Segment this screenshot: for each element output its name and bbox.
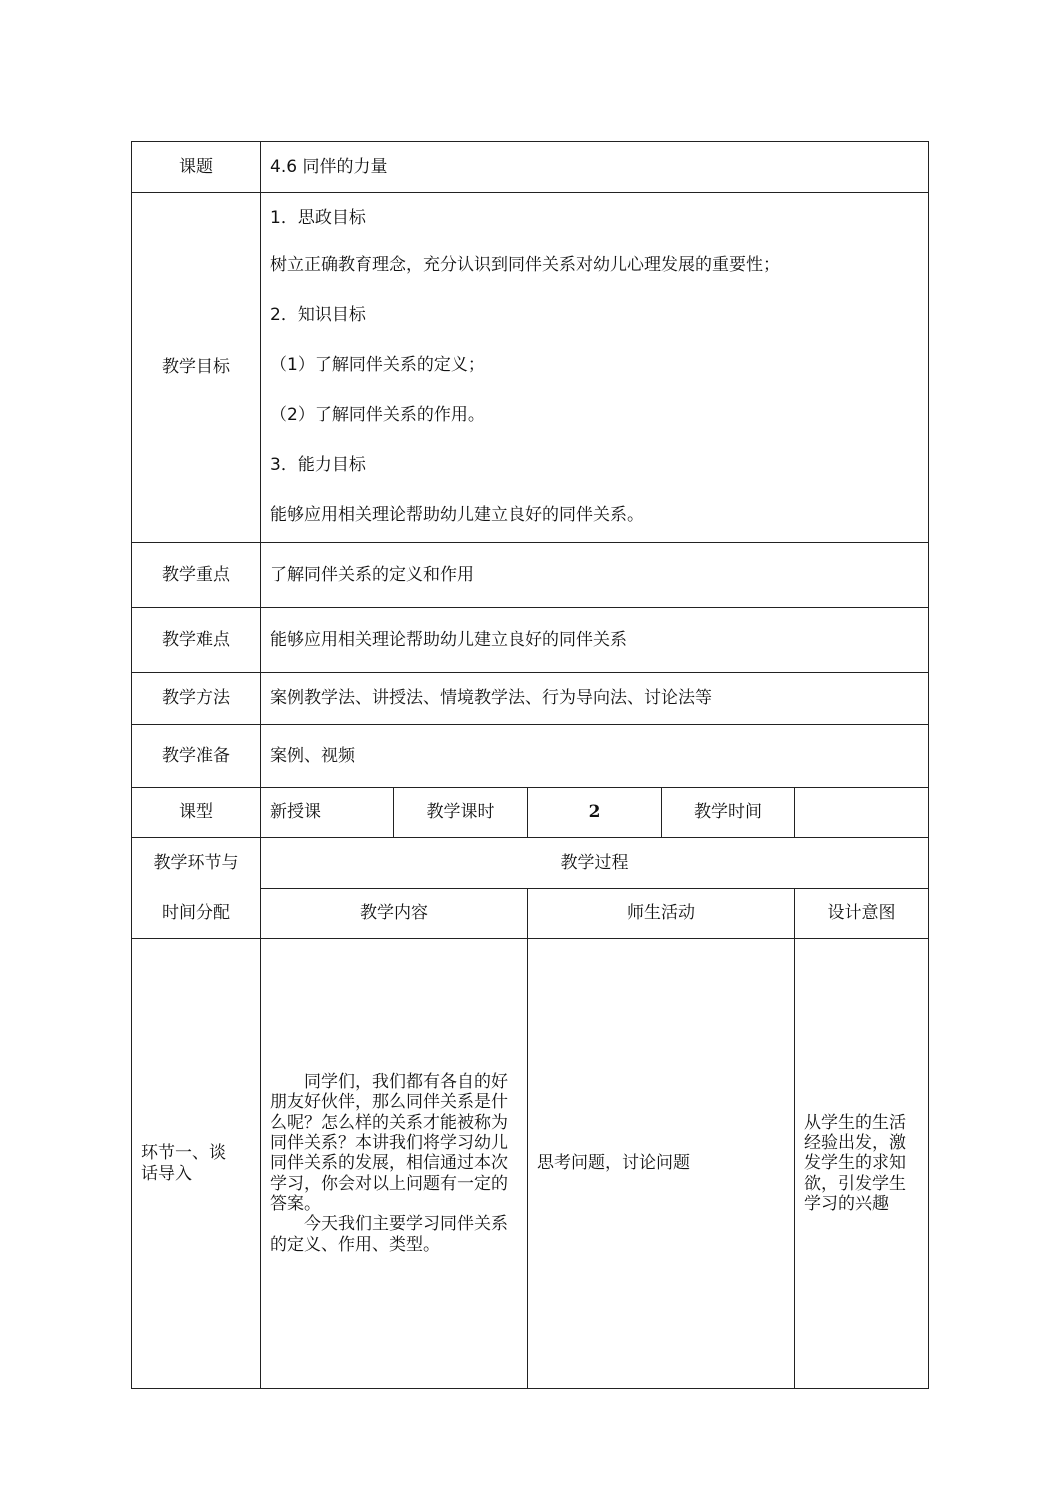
content-column-header: 教学内容 [261,888,528,939]
stage-header-line1: 教学环节与 [153,853,239,873]
goal-line: 树立正确教育理念，充分认识到同伴关系对幼儿心理发展的重要性； [270,254,780,275]
goals-row [132,193,929,543]
goal-line: 1．思政目标 [270,207,366,228]
content-paragraph: 今天我们主要学习同伴关系的定义、作用、类型。 [270,1214,508,1255]
type-value: 新授课 [261,788,394,838]
process-title: 教学过程 [261,838,929,889]
goal-line: （2）了解同伴关系的作用。 [270,404,485,425]
stage-name-line2: 话导入 [141,1163,192,1184]
stage-intent: 从学生的生活经验出发，激发学生的求知欲，引发学生学习的兴趣 [795,939,929,1389]
focus-row [132,543,929,608]
goal-line: 3．能力目标 [270,454,366,475]
prep-label: 教学准备 [132,725,261,788]
stage-content [261,939,528,1389]
stage-column-header [132,838,261,939]
goal-line: 2．知识目标 [270,304,366,325]
topic-value: 4.6 同伴的力量 [261,142,929,193]
goal-line: （1）了解同伴关系的定义； [270,354,485,375]
difficulty-value: 能够应用相关理论帮助幼儿建立良好的同伴关系 [261,608,929,673]
stage-name [132,939,261,1389]
goal-line: 能够应用相关理论帮助幼儿建立良好的同伴关系。 [270,504,644,525]
lesson-plan-table [131,141,929,1389]
stage-row [132,939,929,1389]
stage-name-line1: 环节一、谈 [141,1143,226,1164]
type-label: 课型 [132,788,261,838]
time-label: 教学时间 [662,788,795,838]
difficulty-row [132,608,929,673]
type-row [132,788,929,838]
methods-row [132,673,929,725]
hours-label: 教学课时 [394,788,528,838]
time-value [795,788,929,838]
goals-list [261,193,929,543]
focus-label: 教学重点 [132,543,261,608]
intent-column-header: 设计意图 [795,888,929,939]
goals-label: 教学目标 [132,193,261,543]
content-paragraph: 同学们，我们都有各自的好朋友好伙伴，那么同伴关系是什么呢？怎么样的关系才能被称为同伴关系？本讲我们将学习幼儿同伴关系的发展，相信通过本次学习，你会对以上问题有一定的答案。 [270,1071,508,1215]
methods-value: 案例教学法、讲授法、情境教学法、行为导向法、讨论法等 [261,673,929,725]
topic-row [132,142,929,193]
difficulty-label: 教学难点 [132,608,261,673]
methods-label: 教学方法 [132,673,261,725]
stage-activity: 思考问题，讨论问题 [528,939,795,1389]
prep-row [132,725,929,788]
prep-value: 案例、视频 [261,725,929,788]
hours-value: 2 [528,788,662,838]
focus-value: 了解同伴关系的定义和作用 [261,543,929,608]
process-header-row [132,838,929,889]
activity-column-header: 师生活动 [528,888,795,939]
stage-header-line2: 时间分配 [162,903,230,923]
topic-label: 课题 [132,142,261,193]
